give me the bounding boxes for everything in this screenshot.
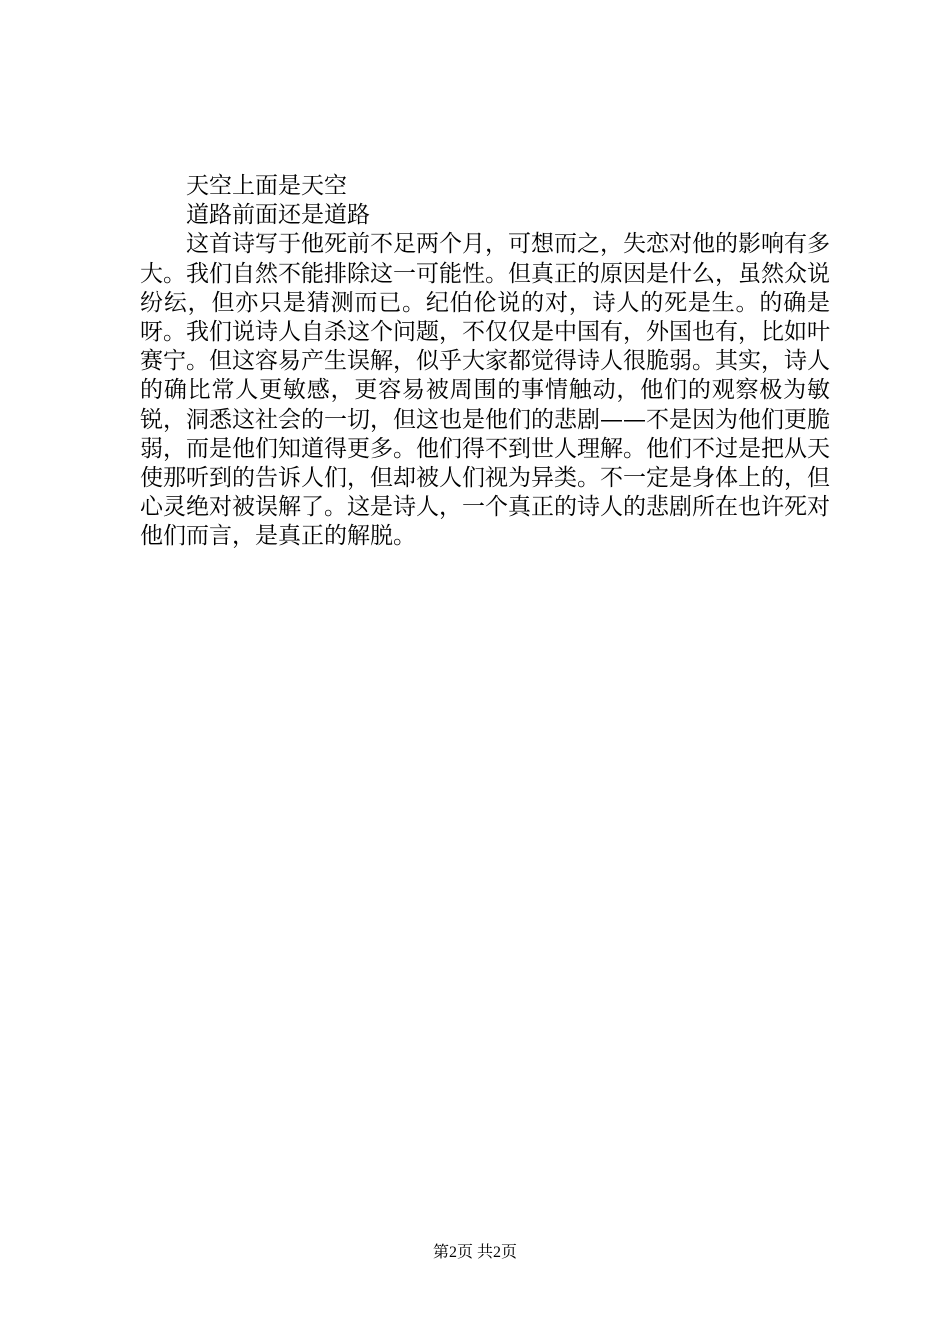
verse-line-1: 天空上面是天空 <box>186 173 347 199</box>
document-body <box>140 172 830 552</box>
page-footer: 第2页 共2页 <box>432 1244 517 1261</box>
body-paragraph: 这首诗写于他死前不足两个月，可想而之，失恋对他的影响有多大。我们自然不能排除这一可能性。但真正的原因是什么，虽然众说纷纭，但亦只是猜测而已。纪伯伦说的对，诗人的死是生。的确是呀。我们说诗人自杀这个问题，不仅仅是中国有，外国也有，比如叶赛宁。但这容易产生误解，似乎大家都觉得诗人很脆弱。其实，诗人的确比常人更敏感，更容易被周围的事情触动，他们的观察极为敏锐，洞悉这社会的一切，但这也是他们的悲剧——不是因为他们更脆弱，而是他们知道得更多。他们得不到世人理解。他们不过是把从天使那听到的告诉人们，但却被人们视为异类。不一定是身体上的，但心灵绝对被误解了。这是诗人，一个真正的诗人的悲剧所在也许死对他们而言，是真正的解脱。 <box>140 231 830 550</box>
verse-line-2: 道路前面还是道路 <box>186 202 370 229</box>
